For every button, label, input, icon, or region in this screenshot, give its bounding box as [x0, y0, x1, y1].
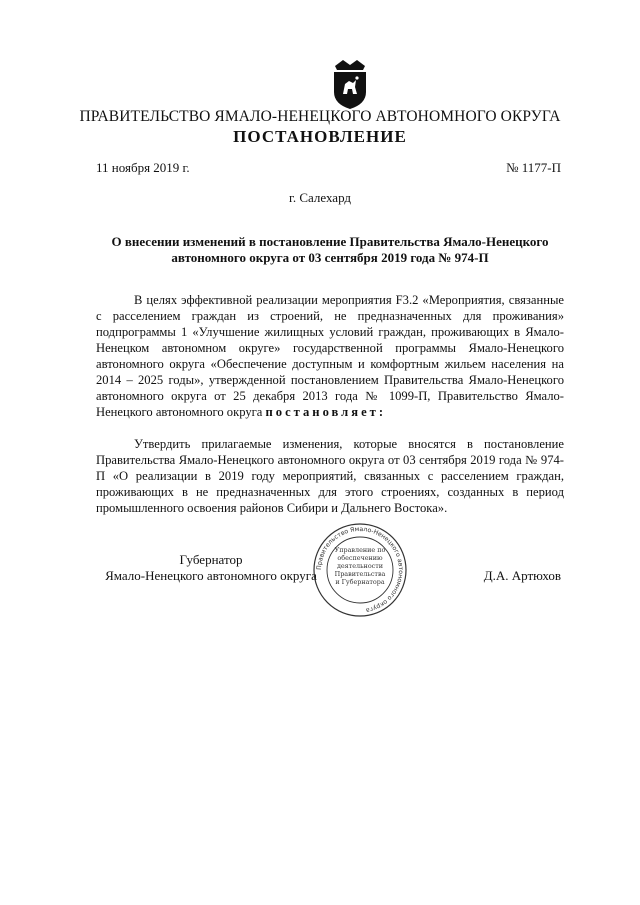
document-date: 11 ноября 2019 г.	[96, 160, 190, 175]
signer-name: Д.А. Артюхов	[483, 568, 561, 583]
official-stamp	[312, 522, 408, 618]
paragraph-preamble	[96, 292, 564, 420]
government-title: ПРАВИТЕЛЬСТВО ЯМАЛО-НЕНЕЦКОГО АВТОНОМНОГО ОКРУГА	[79, 108, 561, 125]
paragraph-resolution: Утвердить прилагаемые изменения, которые вносятся в постановление Правительства Ямало-Ненецкого автономного округа от 03 сентября 2019 года № 974-П «О реализации в 2019 году мероприятий, связанных с расселением граждан, проживающих в не предназначенных для этого строениях, созданных в период промышленного освоения районов Сибири и Дальнего Востока».	[96, 437, 564, 515]
stamp-ring-text: Правительство Ямало-Ненецкого автономного округа	[315, 525, 405, 614]
signer-position-line1: Губернатор	[179, 552, 243, 567]
signer-position-line2: Ямало-Ненецкого автономного округа	[105, 568, 317, 583]
signer-position	[96, 552, 326, 584]
preamble-text: В целях эффективной реализации мероприятия F3.2 «Мероприятия, связанные с расселением граждан из строений, не предназначенных для проживания» подпрограммы 1 «Улучшение жилищных условий граждан, проживающих в Ямало-Ненецком автономном округе» государственной программы Ямало-Ненецкого автономного округа «Обеспечение доступным и комфортным жильем населения на 2014 – 2025 годы», утвержденной постановлением Правительства Ямало-Ненецкого автономного округа от 25 декабря 2013 года № 1099-П, Правительство Ямало-Ненецкого автономного округа	[96, 293, 564, 419]
stamp-inner-text: Управление по обеспечению деятельности Правительства и Губернатора	[334, 546, 386, 586]
resolves-word: постановляет:	[265, 405, 387, 419]
document-number: № 1177-П	[506, 160, 561, 175]
coat-of-arms-icon	[329, 56, 371, 110]
document-heading: О внесении изменений в постановление Правительства Ямало-Ненецкого автономного округа от 03 сентября 2019 года № 974-П	[111, 234, 549, 265]
document-city: г. Салехард	[288, 190, 352, 205]
document-type: ПОСТАНОВЛЕНИЕ	[233, 127, 407, 146]
